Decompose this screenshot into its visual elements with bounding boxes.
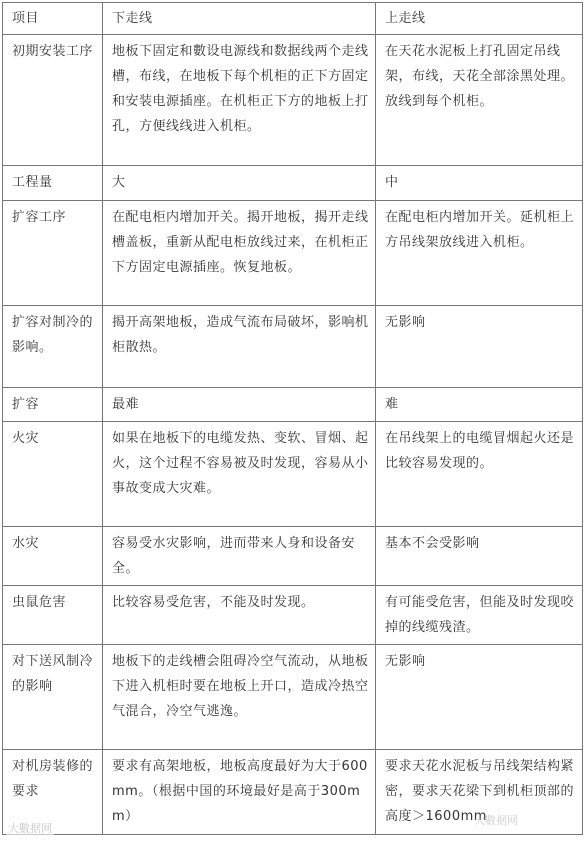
row-overhead: 难: [376, 388, 583, 422]
row-overhead: 在天花水泥板上打孔固定吊线架，布线，天花全部涂黑处理。放线到每个机柜。: [376, 35, 583, 166]
row-item: 虫鼠危害: [3, 586, 103, 645]
row-overhead: 在吊线架上的电缆冒烟起火还是比较容易发现的。: [376, 422, 583, 527]
row-item: 对机房装修的要求: [3, 750, 103, 835]
comparison-table: [2, 2, 583, 835]
row-under-floor: 在配电柜内增加开关。揭开地板，揭开走线槽盖板，重新从配电柜放线过来，在机柜正下方固定电源插座。恢复地板。: [103, 201, 376, 306]
row-item: 火灾: [3, 422, 103, 527]
row-overhead: 基本不会受影响: [376, 527, 583, 586]
row-item: 扩容: [3, 388, 103, 422]
row-overhead: 在配电柜内增加开关。延机柜上方吊线架放线进入机柜。: [376, 201, 583, 306]
header-row: [3, 3, 583, 35]
table-row: [3, 388, 583, 422]
row-overhead: 无影响: [376, 306, 583, 388]
table-row: [3, 35, 583, 166]
header-under-floor: 下走线: [103, 3, 376, 35]
row-overhead: 要求天花水泥板与吊线架结构紧密，要求天花梁下到机柜顶部的高度＞1600mm: [376, 750, 583, 835]
row-under-floor: 最难: [103, 388, 376, 422]
row-under-floor: 地板下固定和數设电源线和数据线两个走线槽，布线，在地板下每个机柜的正下方固定和安装电源插座。在机柜正下方的地板上打孔，方便线线进入机柜。: [103, 35, 376, 166]
table-row: [3, 201, 583, 306]
row-item: 水灾: [3, 527, 103, 586]
row-item: 扩容对制冷的影响。: [3, 306, 103, 388]
watermark-right: 大數据网: [474, 814, 518, 827]
row-overhead: 有可能受危害，但能及时发现咬掉的线缆残渣。: [376, 586, 583, 645]
row-under-floor: 揭开高架地板，造成气流布局破坏，影响机柜散热。: [103, 306, 376, 388]
table-row: [3, 306, 583, 388]
row-item: 对下送风制冷的影响: [3, 645, 103, 750]
table-row: [3, 166, 583, 201]
row-under-floor: 容易受水灾影响，进而带来人身和设备安全。: [103, 527, 376, 586]
row-overhead: 中: [376, 166, 583, 201]
row-overhead: 无影响: [376, 645, 583, 750]
table-row: [3, 527, 583, 586]
row-under-floor: 比较容易受危害，不能及时发现。: [103, 586, 376, 645]
row-item: 工程量: [3, 166, 103, 201]
table-row: [3, 645, 583, 750]
header-item: 项目: [3, 3, 103, 35]
watermark-left: 大數据网: [8, 822, 52, 835]
row-item: 扩容工序: [3, 201, 103, 306]
table-row: [3, 422, 583, 527]
table-row: [3, 586, 583, 645]
row-under-floor: 如果在地板下的电缆发热、变软、冒烟、起火，这个过程不容易被及时发现，容易从小事故变成大灾难。: [103, 422, 376, 527]
row-under-floor: 地板下的走线槽会阻碍冷空气流动，从地板下进入机柜时要在地板上开口，造成冷热空气混合，冷空气逃逸。: [103, 645, 376, 750]
row-under-floor: 要求有高架地板，地板高度最好为大于600mm。（根据中国的环境最好是高于300mm）: [103, 750, 376, 835]
row-item: 初期安装工序: [3, 35, 103, 166]
row-under-floor: 大: [103, 166, 376, 201]
header-overhead: 上走线: [376, 3, 583, 35]
